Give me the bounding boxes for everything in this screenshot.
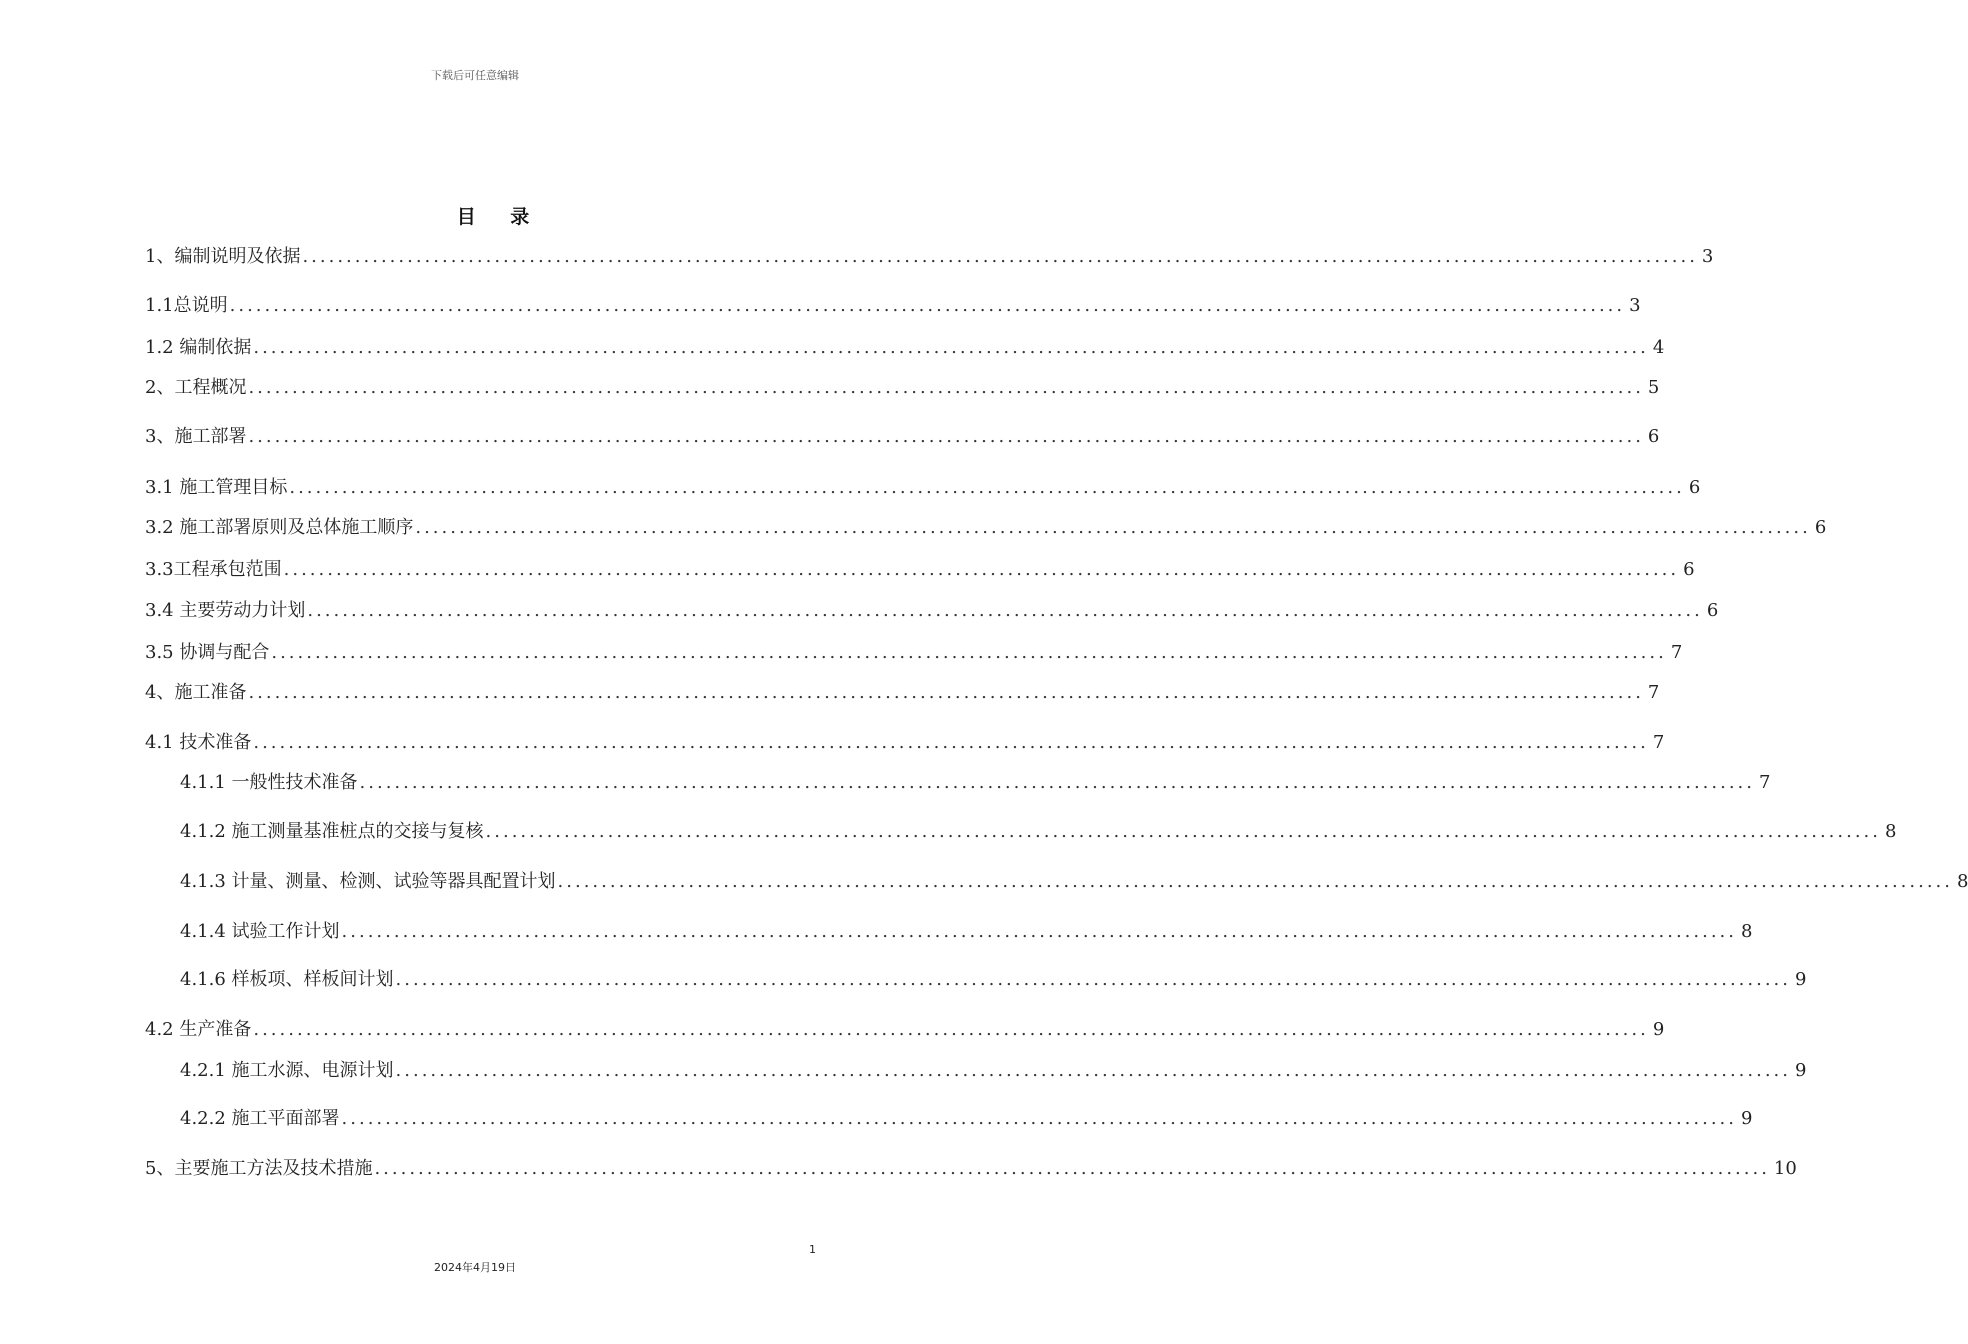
toc-entry[interactable]	[180, 867, 1968, 897]
toc-entry-page: 7	[1652, 732, 1665, 753]
toc-entry-title: 3.4 主要劳动力计划	[145, 600, 306, 621]
toc-entry-page: 3	[1701, 246, 1714, 267]
toc-dot-leader: ................................................................................................................................................................	[341, 921, 1737, 942]
toc-entry-page: 3	[1629, 295, 1641, 316]
toc-entry-page: 10	[1773, 1158, 1797, 1179]
toc-entry-title: 3.3工程承包范围	[145, 559, 282, 580]
toc-entry[interactable]	[145, 638, 1683, 668]
toc-entry[interactable]	[180, 817, 1897, 847]
toc-title-text: 目 录	[456, 206, 544, 228]
toc-entry-title: 1、编制说明及依据	[145, 246, 301, 267]
toc-entry[interactable]	[145, 513, 1827, 543]
toc-entry-title: 3.2 施工部署原则及总体施工顺序	[145, 517, 414, 538]
toc-dot-leader: ................................................................................................................................................................	[557, 871, 1953, 892]
toc-dot-leader: ................................................................................................................................................................	[415, 517, 1811, 538]
toc-entry-title: 4.2.2 施工平面部署	[180, 1108, 340, 1129]
toc-dot-leader: ................................................................................................................................................................	[302, 246, 1698, 267]
toc-entry-title: 2、工程概况	[145, 377, 247, 398]
toc-entry[interactable]	[145, 473, 1701, 503]
toc-dot-leader: ................................................................................................................................................................	[253, 732, 1649, 753]
toc-entry-title: 4.1.6 样板项、样板间计划	[180, 969, 394, 990]
toc-entry[interactable]	[145, 1154, 1797, 1184]
toc-entry-page: 9	[1652, 1019, 1665, 1040]
toc-entry[interactable]	[180, 1056, 1807, 1086]
page-number: 1	[809, 1243, 816, 1256]
toc-entry-page: 5	[1647, 377, 1660, 398]
toc-entry-page: 7	[1759, 772, 1771, 793]
toc-dot-leader: ................................................................................................................................................................	[485, 821, 1881, 842]
toc-dot-leader: ................................................................................................................................................................	[289, 477, 1685, 498]
toc-entry-page: 8	[1741, 921, 1753, 942]
toc-entry-page: 8	[1885, 821, 1897, 842]
toc-entry[interactable]	[145, 596, 1719, 626]
toc-dot-leader: ................................................................................................................................................................	[283, 559, 1680, 580]
toc-entry[interactable]	[145, 373, 1660, 403]
toc-entry-title: 4、施工准备	[145, 682, 247, 703]
toc-dot-leader: ................................................................................................................................................................	[374, 1158, 1770, 1179]
toc-dot-leader: ................................................................................................................................................................	[359, 772, 1755, 793]
toc-dot-leader: ................................................................................................................................................................	[395, 969, 1791, 990]
toc-entry[interactable]	[145, 333, 1665, 363]
toc-dot-leader: ................................................................................................................................................................	[395, 1060, 1791, 1081]
toc-dot-leader: ................................................................................................................................................................	[248, 426, 1644, 447]
page-footer-date: 2024年4月19日	[434, 1261, 516, 1274]
toc-entry-title: 4.1.1 一般性技术准备	[180, 772, 358, 793]
toc-entry-title: 4.1.2 施工测量基准桩点的交接与复核	[180, 821, 484, 842]
toc-entry[interactable]	[145, 678, 1660, 708]
toc-entry[interactable]	[145, 422, 1660, 452]
toc-entry-page: 8	[1957, 871, 1968, 892]
toc-entry-page: 6	[1706, 600, 1719, 621]
toc-entry-title: 1.2 编制依据	[145, 337, 252, 358]
toc-entry-page: 6	[1647, 426, 1660, 447]
toc-entry-page: 4	[1652, 337, 1665, 358]
toc-entry-page: 9	[1795, 1060, 1807, 1081]
toc-entry-title: 5、主要施工方法及技术措施	[145, 1158, 373, 1179]
toc-entry[interactable]	[145, 1015, 1665, 1045]
toc-entry[interactable]	[180, 768, 1771, 798]
toc-entry[interactable]	[145, 291, 1641, 321]
toc-dot-leader: ................................................................................................................................................................	[271, 642, 1667, 663]
toc-entry-title: 1.1总说明	[145, 295, 228, 316]
toc-entry-title: 4.1.4 试验工作计划	[180, 921, 340, 942]
toc-entry-title: 4.2 生产准备	[145, 1019, 252, 1040]
toc-dot-leader: ................................................................................................................................................................	[229, 295, 1626, 316]
toc-title	[0, 202, 1000, 229]
toc-entry[interactable]	[180, 917, 1753, 947]
toc-entry-page: 6	[1683, 559, 1695, 580]
toc-entry-page: 9	[1741, 1108, 1753, 1129]
toc-entry[interactable]	[145, 728, 1665, 758]
toc-entry-title: 4.1.3 计量、测量、检测、试验等器具配置计划	[180, 871, 556, 892]
toc-entry[interactable]	[145, 242, 1714, 272]
toc-entry-page: 9	[1795, 969, 1807, 990]
toc-entry-page: 7	[1670, 642, 1683, 663]
toc-entry[interactable]	[180, 965, 1807, 995]
toc-dot-leader: ................................................................................................................................................................	[307, 600, 1703, 621]
toc-dot-leader: ................................................................................................................................................................	[248, 682, 1644, 703]
toc-entry-title: 4.2.1 施工水源、电源计划	[180, 1060, 394, 1081]
toc-entry-page: 6	[1814, 517, 1827, 538]
toc-entry-title: 3.5 协调与配合	[145, 642, 270, 663]
toc-dot-leader: ................................................................................................................................................................	[248, 377, 1644, 398]
toc-entry-page: 6	[1688, 477, 1701, 498]
toc-entry-title: 3、施工部署	[145, 426, 247, 447]
toc-entry[interactable]	[145, 555, 1695, 585]
toc-entry[interactable]	[180, 1104, 1753, 1134]
toc-dot-leader: ................................................................................................................................................................	[341, 1108, 1737, 1129]
toc-entry-title: 3.1 施工管理目标	[145, 477, 288, 498]
page-header: 下载后可任意编辑	[431, 69, 519, 82]
toc-dot-leader: ................................................................................................................................................................	[253, 1019, 1649, 1040]
toc-dot-leader: ................................................................................................................................................................	[253, 337, 1649, 358]
toc-entry-title: 4.1 技术准备	[145, 732, 252, 753]
toc-entry-page: 7	[1647, 682, 1660, 703]
